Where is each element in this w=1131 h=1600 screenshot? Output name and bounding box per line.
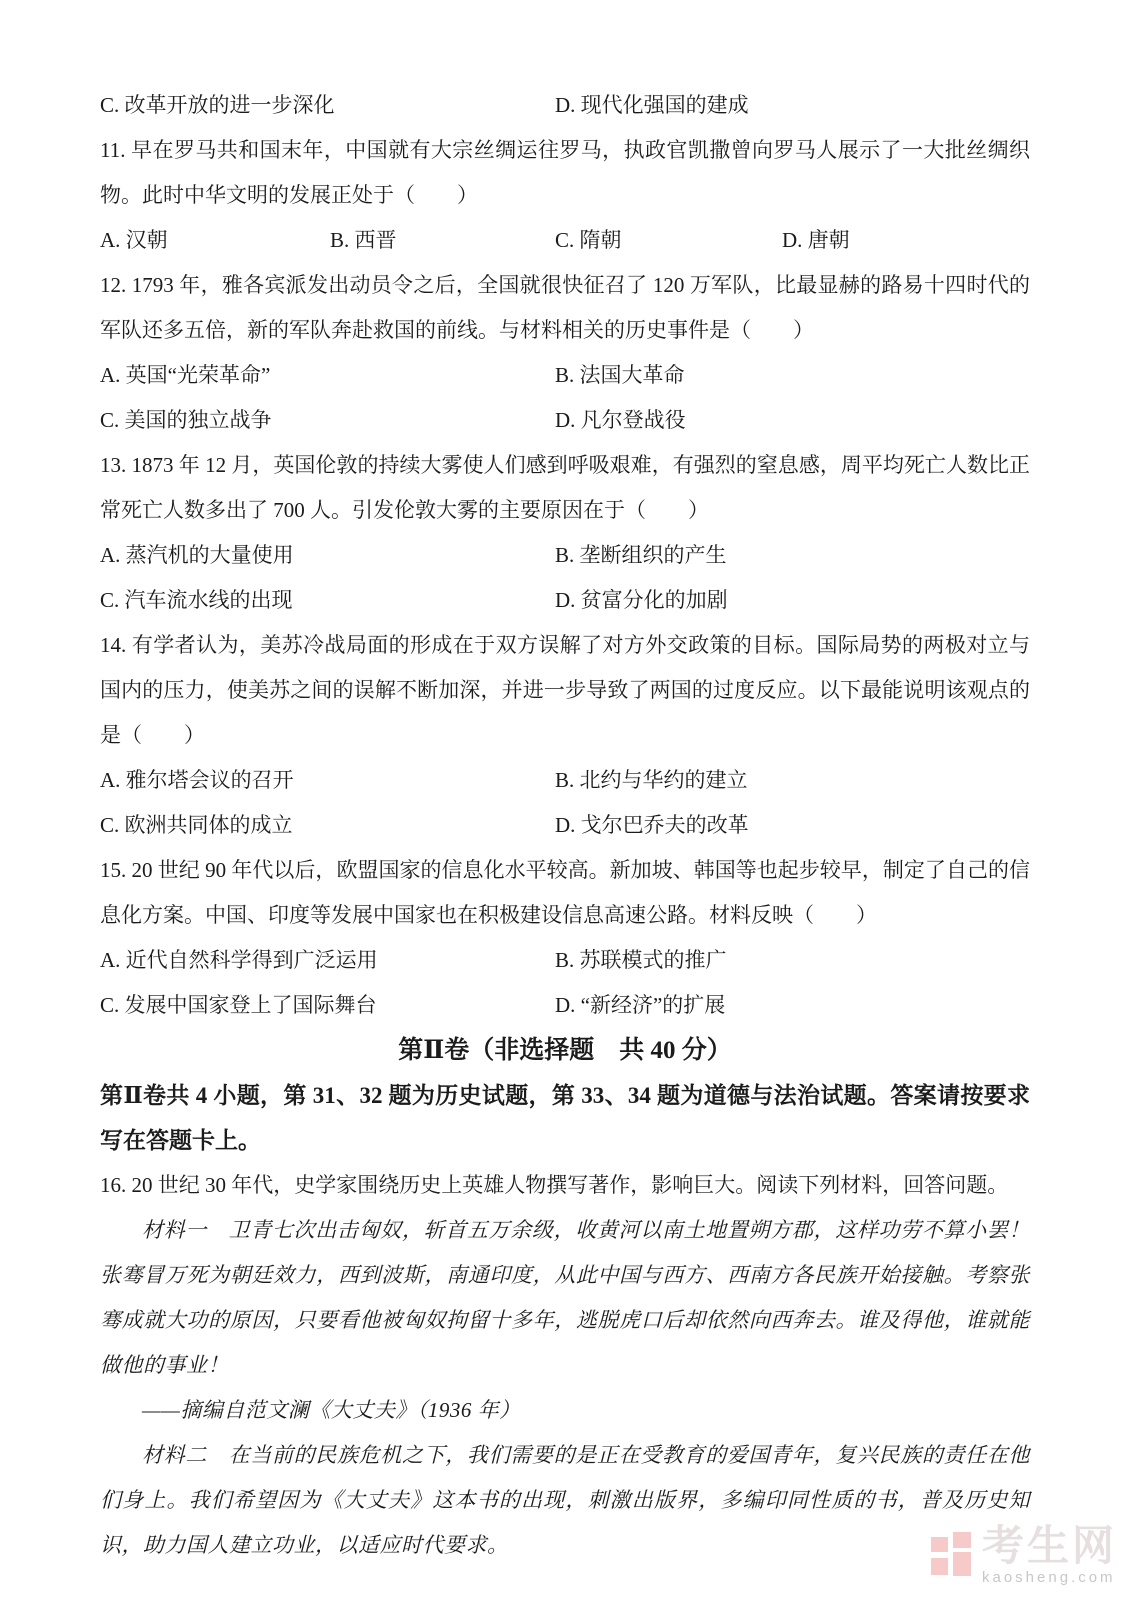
question15-stem: 15. 20 世纪 90 年代以后，欧盟国家的信息化水平较高。新加坡、韩国等也起步较早，制定了自己的信息化方案。中国、印度等发展中国家也在积极建设信息高速公路。材料反映（ ） bbox=[100, 858, 1030, 927]
option-c: C. 发展中国家登上了国际舞台 bbox=[100, 993, 377, 1017]
question13-options-row-ab bbox=[100, 533, 1030, 578]
kaosheng-logo-icon bbox=[931, 1530, 973, 1578]
question13-stem: 13. 1873 年 12 月，英国伦敦的持续大雾使人们感到呼吸艰难，有强烈的窒息感，周平均死亡人数比正常死亡人数多出了 700 人。引发伦敦大雾的主要原因在于（ ） bbox=[100, 453, 1030, 522]
option-c: C. 隋朝 bbox=[555, 228, 622, 252]
option-c: C. 欧洲共同体的成立 bbox=[100, 813, 293, 837]
option-d: D. 贫富分化的加剧 bbox=[555, 588, 728, 612]
option-a: A. 近代自然科学得到广泛运用 bbox=[100, 948, 378, 972]
option-b: B. 北约与华约的建立 bbox=[555, 768, 748, 792]
question12-options-row-ab bbox=[100, 353, 1030, 398]
option-a: A. 汉朝 bbox=[100, 228, 168, 252]
section2-title: 第Ⅱ卷（非选择题 共 40 分） bbox=[398, 1037, 732, 1064]
question14-options-row-cd bbox=[100, 803, 1030, 848]
option-d: D. 现代化强国的建成 bbox=[555, 93, 749, 117]
option-b: B. 法国大革命 bbox=[555, 363, 685, 387]
question11-stem: 11. 早在罗马共和国末年，中国就有大宗丝绸运往罗马，执政官凯撒曾向罗马人展示了一大批丝绸织物。此时中华文明的发展正处于（ ） bbox=[100, 138, 1030, 207]
question12-stem: 12. 1793 年，雅各宾派发出动员令之后，全国就很快征召了 120 万军队，比最显赫的路易十四时代的军队还多五倍，新的军队奔赴救国的前线。与材料相关的历史事件是（ ） bbox=[100, 273, 1030, 342]
question14-options-row-ab bbox=[100, 758, 1030, 803]
question10-options-row bbox=[100, 83, 1030, 128]
watermark-site-domain: kaosheng.com bbox=[981, 1569, 1116, 1586]
section2-instructions: 第Ⅱ卷共 4 小题，第 31、32 题为历史试题，第 33、34 题为道德与法治试题。答案请按要求写在答题卡上。 bbox=[100, 1083, 1030, 1153]
option-b: B. 苏联模式的推广 bbox=[555, 948, 727, 972]
option-c: C. 美国的独立战争 bbox=[100, 408, 272, 432]
exam-document-body bbox=[100, 83, 1030, 1568]
question15-options-row-ab bbox=[100, 938, 1030, 983]
option-c: C. 改革开放的进一步深化 bbox=[100, 93, 335, 117]
question15-options-row-cd bbox=[100, 983, 1030, 1028]
option-d: D. 戈尔巴乔夫的改革 bbox=[555, 813, 749, 837]
option-d: D. 凡尔登战役 bbox=[555, 408, 686, 432]
option-a: A. 雅尔塔会议的召开 bbox=[100, 768, 294, 792]
option-b: B. 垄断组织的产生 bbox=[555, 543, 727, 567]
question16-material2: 材料二 在当前的民族危机之下，我们需要的是正在受教育的爱国青年，复兴民族的责任在他们身上。我们希望因为《大丈夫》这本书的出现，刺激出版界，多编印同性质的书，普及历史知识，助力国人建立功业，以适应时代要求。 bbox=[100, 1443, 1030, 1557]
question13-options-row-cd bbox=[100, 578, 1030, 623]
option-a: A. 英国“光荣革命” bbox=[100, 363, 271, 387]
option-a: A. 蒸汽机的大量使用 bbox=[100, 543, 294, 567]
question14-stem: 14. 有学者认为，美苏冷战局面的形成在于双方误解了对方外交政策的目标。国际局势的两极对立与国内的压力，使美苏之间的误解不断加深，并进一步导致了两国的过度反应。以下最能说明该观点的是（ ） bbox=[100, 633, 1030, 747]
question11-options-row bbox=[100, 218, 1030, 263]
question16-stem: 16. 20 世纪 30 年代，史学家围绕历史上英雄人物撰写著作，影响巨大。阅读下列材料，回答问题。 bbox=[100, 1173, 1009, 1197]
question16-material1: 材料一 卫青七次出击匈奴，斩首五万余级，收黄河以南土地置朔方郡，这样功劳不算小罢！张骞冒万死为朝廷效力，西到波斯，南通印度，从此中国与西方、西南方各民族开始接触。考察张骞成就大功的原因，只要看他被匈奴拘留十多年，逃脱虎口后却依然向西奔去。谁及得他，谁就能做他的事业！ bbox=[100, 1218, 1030, 1377]
watermark-text-block bbox=[981, 1522, 1117, 1586]
question12-options-row-cd bbox=[100, 398, 1030, 443]
option-b: B. 西晋 bbox=[330, 228, 397, 252]
question16-material1-source: ——摘编自范文澜《大丈夫》（1936 年） bbox=[142, 1398, 521, 1422]
option-d: D. 唐朝 bbox=[782, 228, 850, 252]
kaosheng-watermark bbox=[931, 1522, 1117, 1586]
watermark-site-name: 考生网 bbox=[981, 1522, 1117, 1569]
option-d: D. “新经济”的扩展 bbox=[555, 993, 726, 1017]
option-c: C. 汽车流水线的出现 bbox=[100, 588, 293, 612]
